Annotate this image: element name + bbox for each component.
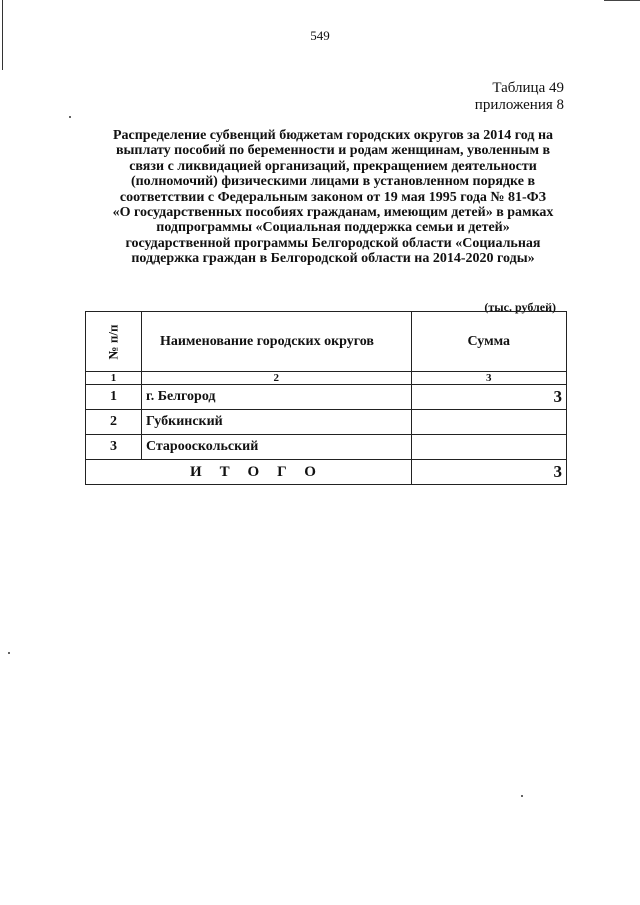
- table-reference-line2: приложения 8: [474, 97, 564, 113]
- header-number-label: № п/п: [105, 324, 121, 359]
- table-reference: [475, 80, 564, 114]
- row-number-cell: 3: [86, 435, 142, 460]
- title-line: подпрограммы «Социальная поддержка семьи и детей»: [156, 220, 510, 236]
- total-row: [86, 460, 567, 485]
- title-line: выплату пособий по беременности и родам женщинам, уволенным в: [115, 143, 551, 159]
- table-row: [86, 385, 567, 410]
- units-label: (тыс. рублей): [484, 300, 556, 314]
- table-row: [86, 410, 567, 435]
- title-line: связи с ликвидацией организаций, прекращением деятельности: [129, 158, 537, 174]
- document-title: [88, 128, 578, 267]
- distribution-table: [85, 311, 567, 485]
- row-sum-cell: [411, 435, 566, 460]
- header-cell-name: Наименование городских округов: [141, 312, 411, 372]
- table-reference-line1: Таблица 49: [492, 80, 564, 96]
- header-cell-number: [86, 312, 142, 372]
- total-sum: 3: [411, 460, 566, 485]
- table-row: [86, 435, 567, 460]
- page-number: 549: [310, 28, 330, 43]
- column-index-cell: 1: [86, 372, 142, 385]
- scan-speck: [69, 116, 71, 118]
- scan-speck: [521, 795, 523, 797]
- column-index-row: [86, 372, 567, 385]
- scan-corner-line: [604, 0, 640, 1]
- header-cell-sum: Сумма: [411, 312, 566, 372]
- total-label: ИТОГО: [86, 460, 412, 485]
- row-number-cell: 2: [86, 410, 142, 435]
- title-line: поддержка граждан в Белгородской области на 2014-2020 годы»: [131, 251, 535, 267]
- column-index-cell: 2: [141, 372, 411, 385]
- title-line: соответствии с Федеральным законом от 19 мая 1995 года № 81-ФЗ: [119, 189, 547, 205]
- row-name-cell: Губкинский: [141, 410, 411, 435]
- row-name-cell: Старооскольский: [141, 435, 411, 460]
- row-sum-cell: 3: [411, 385, 566, 410]
- title-line: (полномочий) физическими лицами в установленном порядке в: [130, 174, 536, 190]
- row-number-cell: 1: [86, 385, 142, 410]
- title-line: «О государственных пособиях гражданам, имеющим детей» в рамках: [112, 205, 554, 221]
- table-header-row: [86, 312, 567, 372]
- row-name-cell: г. Белгород: [141, 385, 411, 410]
- scan-speck: [8, 652, 10, 654]
- column-index-cell: 3: [411, 372, 566, 385]
- row-sum-cell: [411, 410, 566, 435]
- title-line: Распределение субвенций бюджетам городских округов за 2014 год на: [112, 128, 554, 143]
- title-line: государственной программы Белгородской области «Социальная: [125, 235, 541, 251]
